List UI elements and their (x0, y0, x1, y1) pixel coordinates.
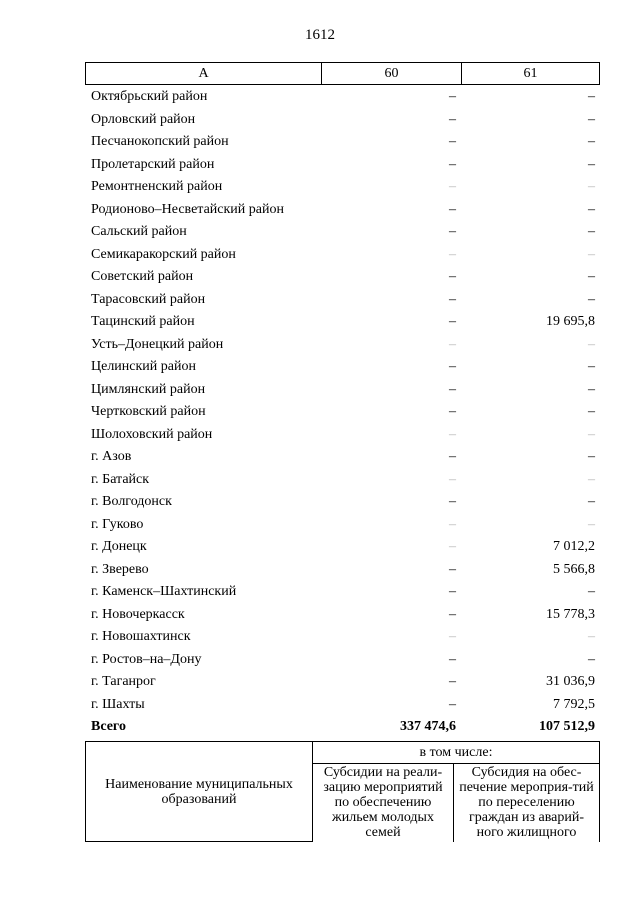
table-row (0, 334, 640, 357)
row-name: г. Новошахтинск (91, 629, 191, 644)
row-name: Тарасовский район (91, 291, 206, 307)
row-value-60: – (449, 471, 456, 487)
table-row (0, 109, 640, 132)
row-value-60: – (449, 269, 456, 284)
table-row (0, 266, 640, 289)
total-value-61: 107 512,9 (539, 719, 595, 734)
row-value-60: – (449, 539, 456, 554)
row-name: Цимлянский район (91, 381, 206, 397)
table-row (0, 86, 640, 109)
subsidy-resettlement-header: Субсидия на обес-печение мероприя-тий по переселению граждан из аварий-ного жилищного (454, 764, 600, 842)
row-value-60: – (449, 89, 456, 104)
table-row (0, 514, 640, 537)
row-value-61: – (588, 336, 595, 352)
row-value-60: – (449, 629, 456, 644)
row-value-60: – (449, 404, 456, 419)
row-name: Шолоховский район (91, 426, 213, 442)
row-value-60: – (449, 584, 456, 599)
row-value-60: – (449, 381, 456, 397)
next-table-header (85, 741, 600, 842)
row-value-60: – (449, 449, 456, 464)
row-name: г. Волгодонск (91, 494, 172, 509)
row-name: г. Гуково (91, 516, 144, 532)
table-row (0, 536, 640, 559)
subsidy-young-families-header: Субсидии на реали-зацию мероприятий по обеспечению жильем молодых семей (313, 764, 454, 842)
row-value-61: – (588, 494, 595, 509)
row-value-60: – (449, 336, 456, 352)
table-row (0, 694, 640, 717)
row-value-61: 19 695,8 (546, 314, 595, 329)
row-name: Семикаракорский район (91, 246, 236, 262)
row-value-61: – (588, 89, 595, 104)
row-value-61: 15 778,3 (546, 606, 595, 622)
row-name: Чертковский район (91, 404, 206, 419)
table-row (0, 379, 640, 402)
table-row (0, 356, 640, 379)
row-name: г. Донецк (91, 539, 147, 554)
row-value-60: – (449, 516, 456, 532)
column-header-60: 60 (322, 63, 462, 85)
row-value-61: – (588, 269, 595, 284)
row-name: г. Ростов–на–Дону (91, 651, 202, 667)
row-name: г. Новочеркасск (91, 606, 185, 622)
row-value-61: – (588, 381, 595, 397)
row-name: Тацинский район (91, 314, 195, 329)
row-value-61: – (588, 651, 595, 667)
table-row (0, 446, 640, 469)
row-name: Родионово–Несветайский район (91, 201, 284, 217)
table-row (0, 491, 640, 514)
row-value-61: – (588, 516, 595, 532)
total-value-60: 337 474,6 (400, 719, 456, 734)
row-value-60: – (449, 494, 456, 509)
row-value-61: – (588, 201, 595, 217)
row-value-61: – (588, 246, 595, 262)
row-value-61: – (588, 291, 595, 307)
row-value-60: – (449, 674, 456, 689)
row-name: Усть–Донецкий район (91, 336, 224, 352)
column-header-a: А (86, 63, 322, 85)
row-value-61: – (588, 629, 595, 644)
row-value-60: – (449, 111, 456, 127)
row-value-61: – (588, 584, 595, 599)
table-row (0, 131, 640, 154)
municipal-name-header: Наименование муниципальных образований (86, 742, 313, 842)
row-value-61: 31 036,9 (546, 674, 595, 689)
table-row (0, 289, 640, 312)
row-name: Целинский район (91, 359, 196, 374)
table-row (0, 221, 640, 244)
table-row (0, 401, 640, 424)
table-row (0, 311, 640, 334)
table-row (0, 626, 640, 649)
row-name: Пролетарский район (91, 156, 215, 172)
row-name: г. Каменск–Шахтинский (91, 584, 237, 599)
row-value-60: – (449, 561, 456, 577)
row-value-60: – (449, 201, 456, 217)
row-value-60: – (449, 246, 456, 262)
row-value-61: 5 566,8 (553, 561, 595, 577)
data-rows (0, 86, 640, 739)
row-name: г. Таганрог (91, 674, 156, 689)
column-header-table (85, 62, 600, 85)
row-name: г. Азов (91, 449, 132, 464)
row-value-60: – (449, 606, 456, 622)
row-value-60: – (449, 314, 456, 329)
table-row (0, 671, 640, 694)
row-name: Советский район (91, 269, 194, 284)
row-name: Ремонтненский район (91, 179, 223, 194)
row-value-61: – (588, 359, 595, 374)
row-name: Орловский район (91, 111, 196, 127)
table-row (0, 604, 640, 627)
row-name: г. Батайск (91, 471, 150, 487)
row-name: Октябрьский район (91, 89, 208, 104)
table-row (0, 244, 640, 267)
row-value-61: 7 792,5 (553, 696, 595, 712)
table-row (0, 559, 640, 582)
row-name: г. Шахты (91, 696, 145, 712)
column-header-61: 61 (462, 63, 600, 85)
row-value-60: – (449, 156, 456, 172)
row-value-61: – (588, 449, 595, 464)
row-value-60: – (449, 696, 456, 712)
row-value-60: – (449, 134, 456, 149)
row-value-61: – (588, 426, 595, 442)
table-row (0, 424, 640, 447)
row-name: Сальский район (91, 224, 187, 239)
row-value-61: – (588, 224, 595, 239)
row-value-60: – (449, 359, 456, 374)
row-name: Песчанокопский район (91, 134, 229, 149)
table-row (0, 154, 640, 177)
table-row (0, 469, 640, 492)
total-label: Всего (91, 719, 126, 734)
total-row (0, 716, 640, 739)
row-value-60: – (449, 179, 456, 194)
row-value-61: – (588, 156, 595, 172)
row-value-61: – (588, 179, 595, 194)
table-row (0, 581, 640, 604)
row-value-61: – (588, 404, 595, 419)
row-value-61: – (588, 471, 595, 487)
row-value-60: – (449, 426, 456, 442)
table-row (0, 176, 640, 199)
row-value-61: – (588, 111, 595, 127)
table-row (0, 199, 640, 222)
row-value-60: – (449, 224, 456, 239)
page-number: 1612 (305, 27, 335, 43)
table-row (0, 649, 640, 672)
row-name: г. Зверево (91, 561, 149, 577)
row-value-60: – (449, 291, 456, 307)
row-value-60: – (449, 651, 456, 667)
row-value-61: 7 012,2 (553, 539, 595, 554)
including-header: в том числе: (313, 742, 600, 764)
row-value-61: – (588, 134, 595, 149)
